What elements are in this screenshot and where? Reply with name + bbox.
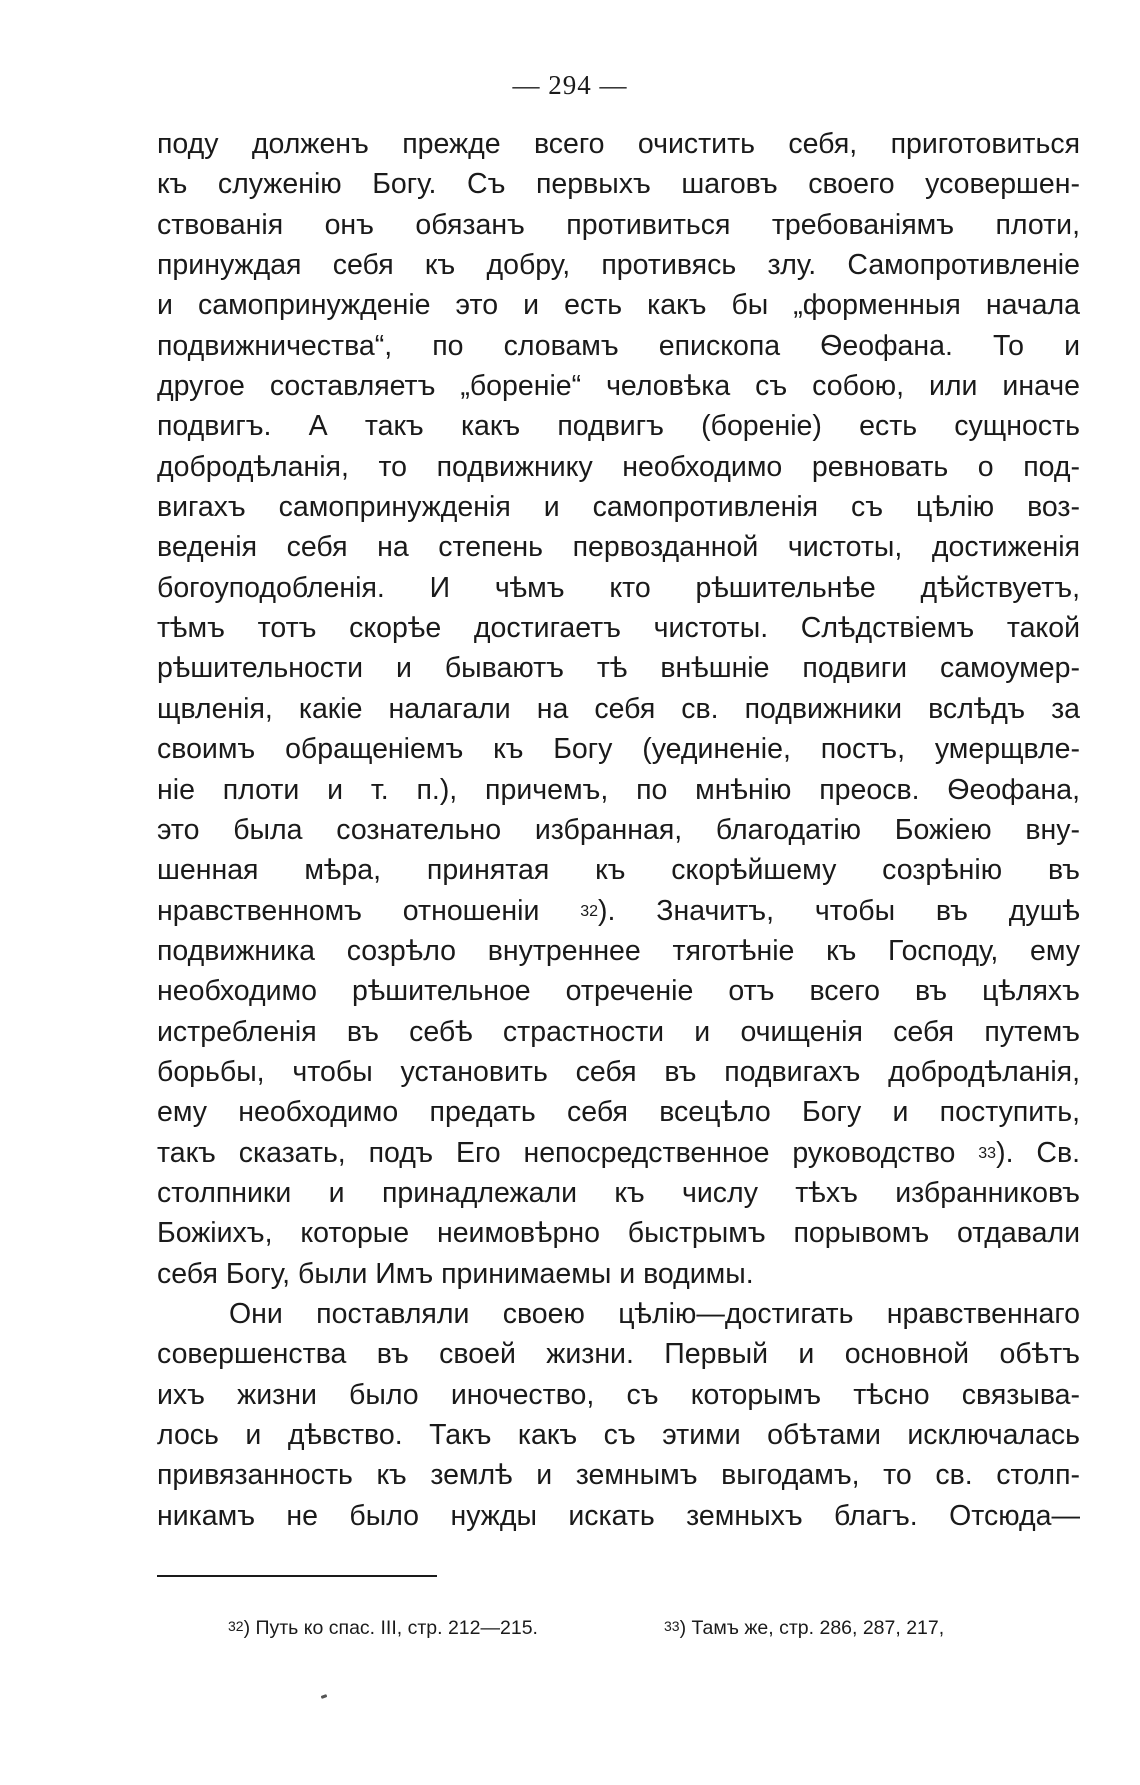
text-fragment: ). Значитъ, чтобы въ душѣ — [598, 894, 1080, 927]
text-line: тѣмъ тотъ скорѣе достигаетъ чистоты. Слѣдствіемъ такой — [157, 612, 1080, 645]
text-line: шенная мѣра, принятая къ скорѣйшему созрѣнію въ — [157, 854, 1080, 887]
body-text — [157, 124, 1080, 1536]
text-line: подвигъ. А такъ какъ подвигъ (бореніе) есть сущность — [157, 410, 1080, 443]
text-line-with-footnote — [157, 891, 1080, 931]
text-line: Они поставляли своею цѣлію—достигать нравственнаго — [229, 1297, 1080, 1330]
text-fragment: нравственномъ отношеніи — [157, 894, 581, 927]
text-line: ихъ жизни было иночество, съ которымъ тѣсно связыва- — [157, 1378, 1080, 1411]
text-line: это была сознательно избранная, благодатію Божіею вну- — [157, 813, 1080, 846]
text-line: добродѣланія, то подвижнику необходимо ревновать о под- — [157, 450, 1080, 483]
text-line: никамъ не было нужды искать земныхъ благъ. Отсюда— — [157, 1499, 1080, 1532]
text-line: рѣшительности и бываютъ тѣ внѣшніе подвиги самоумер- — [157, 652, 1080, 685]
text-line: подвижничества“, по словамъ епископа Ѳеофана. То и — [157, 329, 1080, 362]
footnote-ref-33[interactable]: 33 — [978, 1144, 997, 1162]
text-line: себя Богу, были Имъ принимаемы и водимы. — [157, 1257, 754, 1290]
text-line: веденія себя на степень первозданной чистоты, достиженія — [157, 531, 1080, 564]
text-line: ему необходимо предать себя всецѣло Богу и поступить, — [157, 1096, 1080, 1129]
footnote-marker: 33 — [664, 1618, 680, 1634]
text-line: подвижника созрѣло внутреннее тяготѣніе къ Господу, ему — [157, 934, 1080, 967]
text-line: богоуподобленія. И чѣмъ кто рѣшительнѣе дѣйствуетъ, — [157, 571, 1080, 604]
text-line: ствованія онъ обязанъ противиться требованіямъ плоти, — [157, 208, 1080, 241]
text-line: привязанность къ землѣ и земнымъ выгодамъ, то св. столп- — [157, 1459, 1080, 1492]
text-line: другое составляетъ „бореніе“ человѣка съ собою, или иначе — [157, 370, 1080, 403]
text-line: и самопринужденіе это и есть какъ бы „форменныя начала — [157, 289, 1080, 322]
text-line: истребленія въ себѣ страстности и очищенія себя путемъ — [157, 1015, 1080, 1048]
text-line: лось и дѣвство. Такъ какъ съ этими обѣтами исключалась — [157, 1419, 1080, 1451]
text-line: ніе плоти и т. п.), причемъ, по мнѣнію преосв. Ѳеофана, — [157, 773, 1080, 806]
text-line: поду долженъ прежде всего очистить себя, приготовиться — [157, 128, 1080, 160]
page-number: — 294 — — [512, 70, 628, 100]
print-speck — [321, 1694, 328, 1699]
text-fragment: ). Св. — [996, 1136, 1081, 1169]
text-line: принуждая себя къ добру, противясь злу. Самопротивленіе — [157, 249, 1080, 282]
footnote-32 — [228, 1617, 538, 1640]
text-line: къ служенію Богу. Съ первыхъ шаговъ своего усовершен- — [157, 168, 1080, 201]
text-line: столпники и принадлежали къ числу тѣхъ избранниковъ — [157, 1176, 1080, 1209]
footnote-text: ) Тамъ же, стр. 286, 287, 217, — [679, 1617, 945, 1639]
footnote-marker: 32 — [228, 1618, 244, 1634]
text-line: совершенства въ своей жизни. Первый и основной обѣтъ — [157, 1338, 1080, 1371]
footnote-ref-32[interactable]: 32 — [580, 902, 599, 920]
text-line: вигахъ самопринужденія и самопротивленія съ цѣлію воз- — [157, 491, 1080, 524]
footnote-text: ) Путь ко спас. III, стр. 212—215. — [243, 1617, 538, 1639]
footnote-33 — [664, 1617, 944, 1640]
text-line: Божіихъ, которые неимовѣрно быстрымъ порывомъ отдавали — [157, 1217, 1080, 1250]
text-line: щвленія, какіе налагали на себя св. подвижники вслѣдъ за — [157, 692, 1080, 725]
text-line: необходимо рѣшительное отреченіе отъ всего въ цѣляхъ — [157, 975, 1080, 1008]
text-fragment: такъ сказать, подъ Его непосредственное руководство — [157, 1136, 979, 1169]
text-line: своимъ обращеніемъ къ Богу (уединеніе, постъ, умерщвле- — [157, 733, 1080, 766]
footnote-divider — [157, 1575, 437, 1577]
text-line: борьбы, чтобы установить себя въ подвигахъ добродѣланія, — [157, 1055, 1080, 1088]
text-line-with-footnote — [157, 1133, 1080, 1173]
